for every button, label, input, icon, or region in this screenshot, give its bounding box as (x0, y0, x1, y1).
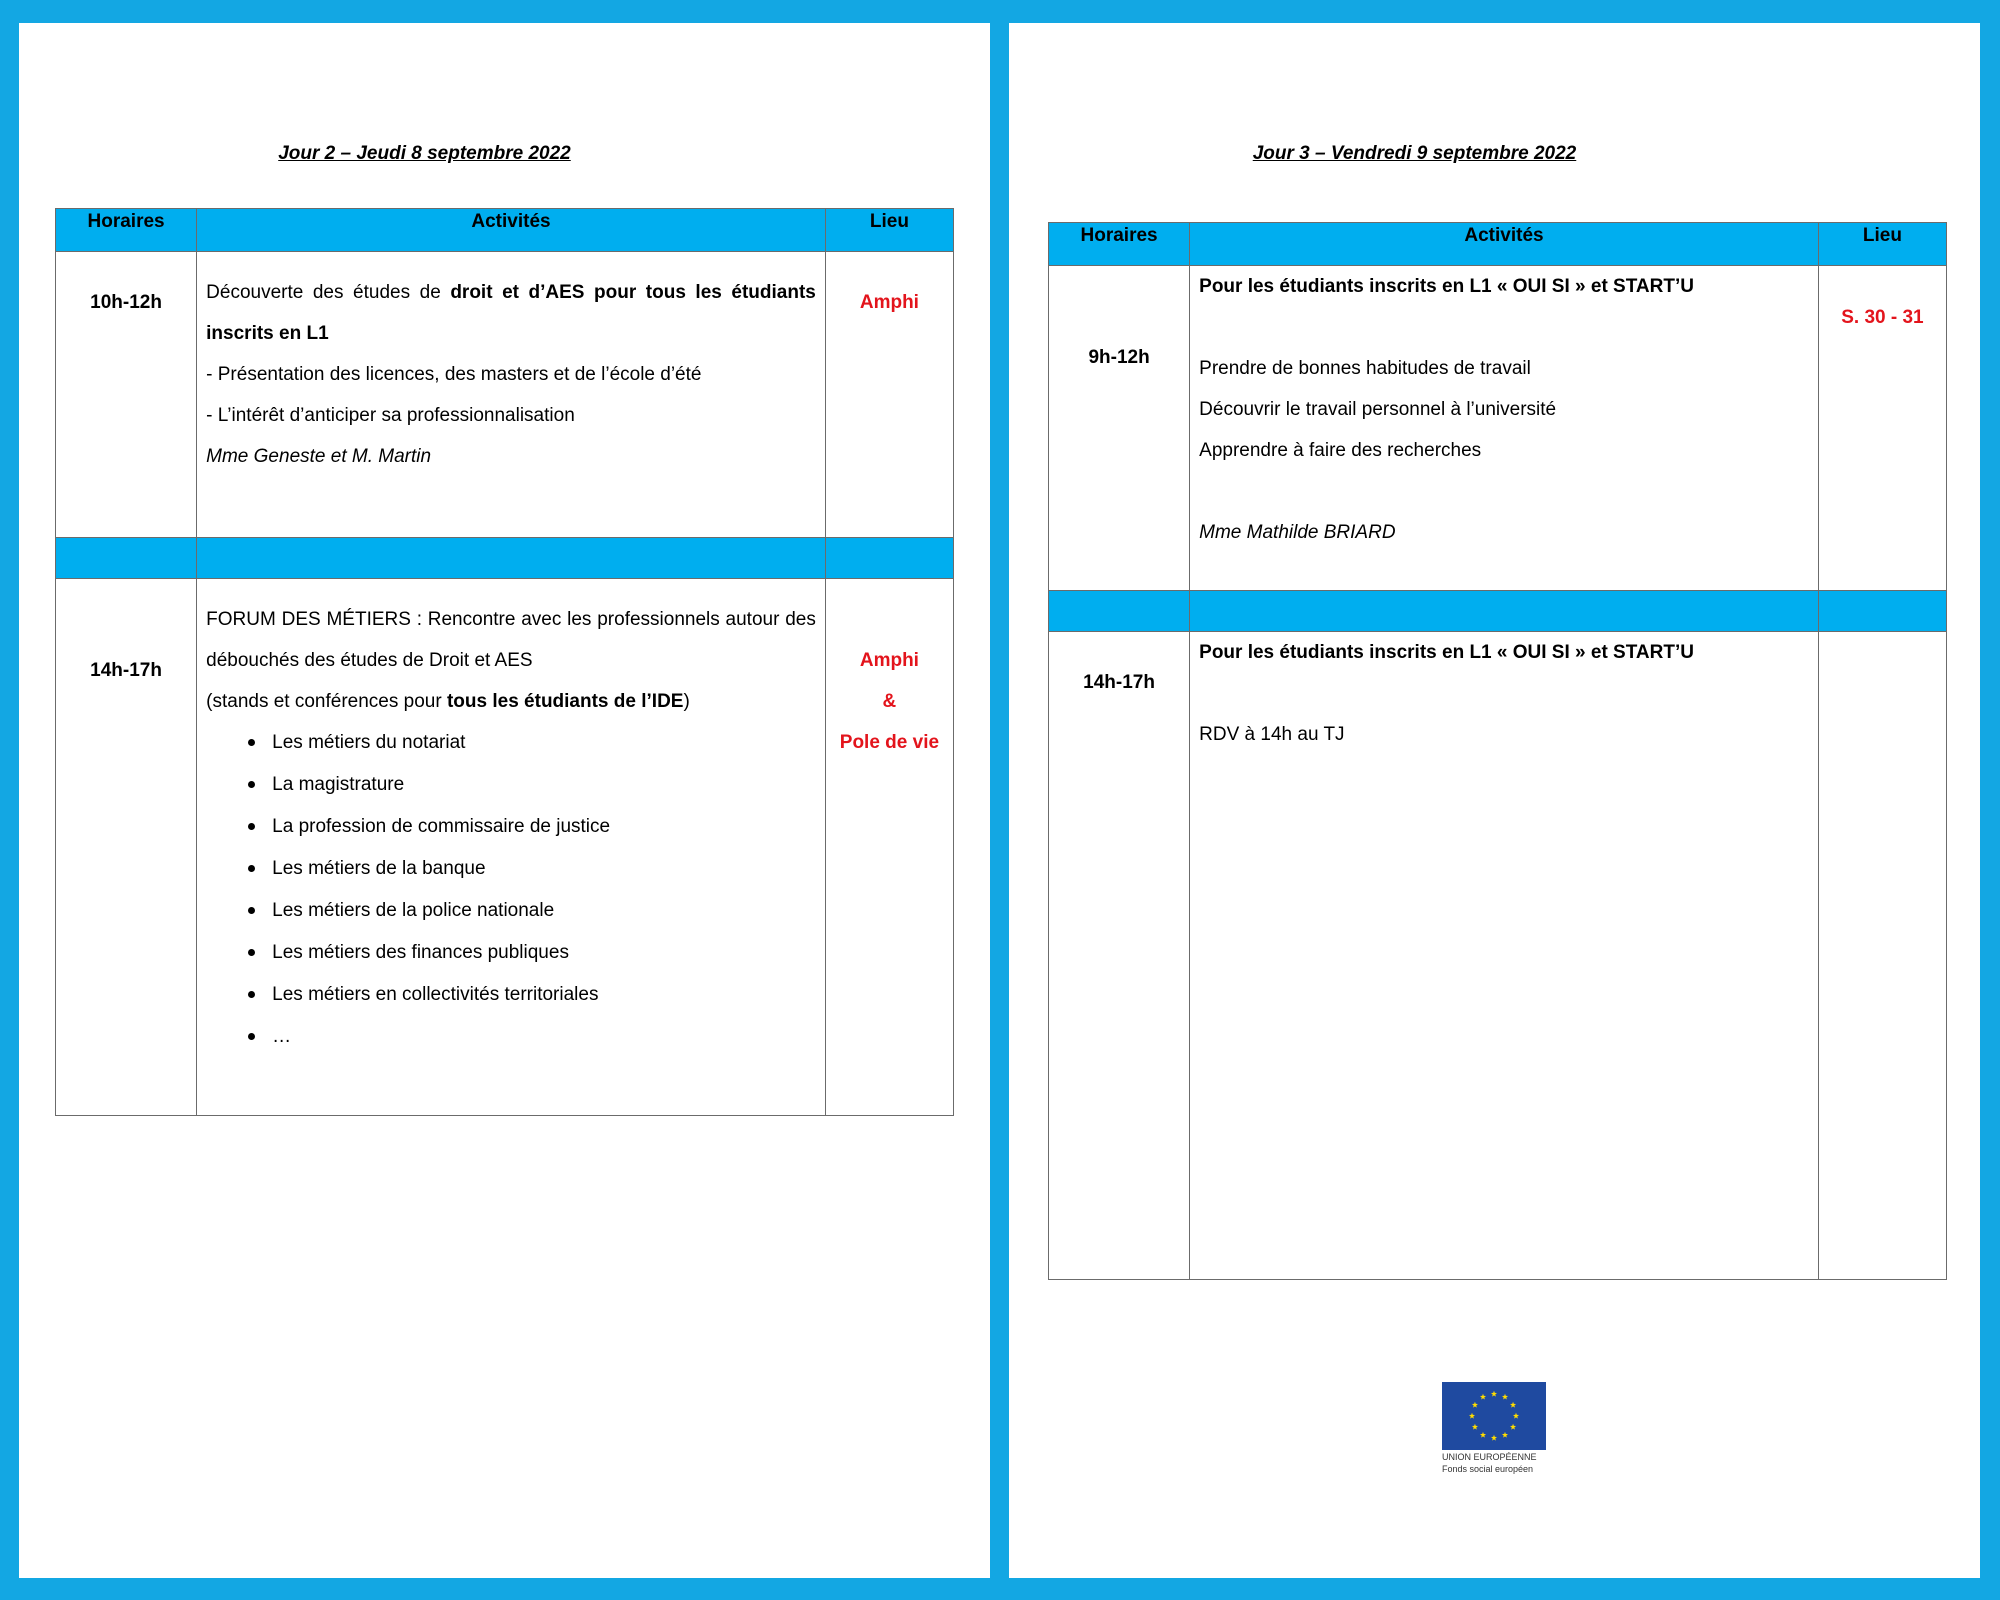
header-horaires: Horaires (1049, 223, 1190, 266)
list-item: La profession de commissaire de justice (248, 806, 816, 848)
activity-cell (197, 579, 826, 1116)
stands-text-end: ) (683, 691, 690, 712)
place-label: Pole de vie (839, 732, 940, 753)
eu-star-icon (1502, 1432, 1508, 1438)
place-cell (1818, 632, 1946, 1280)
place-label: & (882, 691, 897, 712)
eu-sublabel: Fonds social européen (1442, 1464, 1534, 1474)
header-activites: Activités (197, 209, 826, 252)
activity-cell (1190, 266, 1819, 591)
eu-star-icon (1472, 1424, 1478, 1430)
activity-line: - Présentation des licences, des masters et de l’école d’été (206, 364, 702, 385)
list-item: Les métiers des finances publiques (248, 932, 816, 974)
eu-stars-icon (1442, 1382, 1546, 1450)
careers-list (206, 722, 816, 1058)
forum-description: FORUM DES MÉTIERS : Rencontre avec les professionnels autour des débouchés des études de Droit et AES (206, 609, 816, 671)
eu-flag-icon (1442, 1382, 1546, 1450)
time-cell (1049, 266, 1190, 591)
time-cell (56, 252, 197, 538)
activity-line: Apprendre à faire des recherches (1199, 440, 1482, 461)
stands-text-bold: tous les étudiants de l’IDE (446, 691, 684, 712)
list-item: Les métiers du notariat (248, 722, 816, 764)
speakers: Mme Geneste et M. Martin (206, 446, 432, 467)
activity-line: Découvrir le travail personnel à l’université (1199, 399, 1557, 420)
audience-heading: Pour les étudiants inscrits en L1 « OUI SI » et START’U (1199, 642, 1694, 663)
time-cell (1049, 632, 1190, 1280)
table-row-morning (56, 252, 954, 538)
audience-heading: Pour les étudiants inscrits en L1 « OUI SI » et START’U (1199, 276, 1694, 297)
day-2-title: Jour 2 – Jeudi 8 septembre 2022 (278, 143, 571, 164)
table-row-morning (1049, 266, 1947, 591)
activity-line: - L’intérêt d’anticiper sa professionnalisation (206, 405, 575, 426)
time-cell (56, 579, 197, 1116)
place-label: Amphi (859, 292, 919, 313)
time-label: 14h-17h (1083, 672, 1155, 693)
eu-star-icon (1472, 1402, 1478, 1408)
stands-text: (stands et conférences pour (206, 691, 447, 712)
time-label: 9h-12h (1088, 347, 1150, 368)
activity-intro-bold: droit et d’AES pour tous les étudiants inscrits en L1 (206, 282, 816, 344)
table-row-afternoon (56, 579, 954, 1116)
activity-line: Prendre de bonnes habitudes de travail (1199, 358, 1531, 379)
day-3-schedule-table (1048, 222, 1947, 1280)
place-label: Amphi (859, 650, 919, 671)
place-cell (1818, 266, 1946, 591)
activity-intro: Découverte des études de (206, 282, 451, 303)
eu-star-icon (1510, 1402, 1516, 1408)
eu-star-icon (1513, 1413, 1519, 1419)
header-lieu: Lieu (825, 209, 953, 252)
eu-star-icon (1480, 1432, 1486, 1438)
list-item: Les métiers en collectivités territoriales (248, 974, 816, 1016)
page-day-2 (19, 23, 990, 1578)
eu-star-icon (1480, 1394, 1486, 1400)
page-day-3 (1009, 23, 1980, 1578)
list-item: Les métiers de la banque (248, 848, 816, 890)
place-cell (825, 579, 953, 1116)
eu-star-icon (1469, 1413, 1475, 1419)
time-label: 10h-12h (90, 292, 162, 313)
speaker: Mme Mathilde BRIARD (1199, 522, 1396, 543)
separator-row (1049, 591, 1947, 632)
activity-line: RDV à 14h au TJ (1199, 724, 1345, 745)
header-horaires: Horaires (56, 209, 197, 252)
header-lieu: Lieu (1818, 223, 1946, 266)
place-cell (825, 252, 953, 538)
separator-row (56, 538, 954, 579)
list-item: La magistrature (248, 764, 816, 806)
list-item: Les métiers de la police nationale (248, 890, 816, 932)
header-activites: Activités (1190, 223, 1819, 266)
day-2-schedule-table (55, 208, 954, 1116)
place-label: S. 30 - 31 (1841, 307, 1924, 328)
eu-star-icon (1491, 1391, 1497, 1397)
table-header-row (56, 209, 954, 252)
activity-cell (197, 252, 826, 538)
table-header-row (1049, 223, 1947, 266)
eu-label: UNION EUROPÉENNE (1442, 1452, 1537, 1462)
time-label: 14h-17h (90, 660, 162, 681)
eu-star-icon (1502, 1394, 1508, 1400)
day-3-title: Jour 3 – Vendredi 9 septembre 2022 (1252, 143, 1577, 164)
eu-star-icon (1510, 1424, 1516, 1430)
eu-star-icon (1491, 1435, 1497, 1441)
table-row-afternoon (1049, 632, 1947, 1280)
list-item: … (248, 1016, 816, 1058)
activity-cell (1190, 632, 1819, 1280)
eu-logo (1442, 1382, 1546, 1474)
